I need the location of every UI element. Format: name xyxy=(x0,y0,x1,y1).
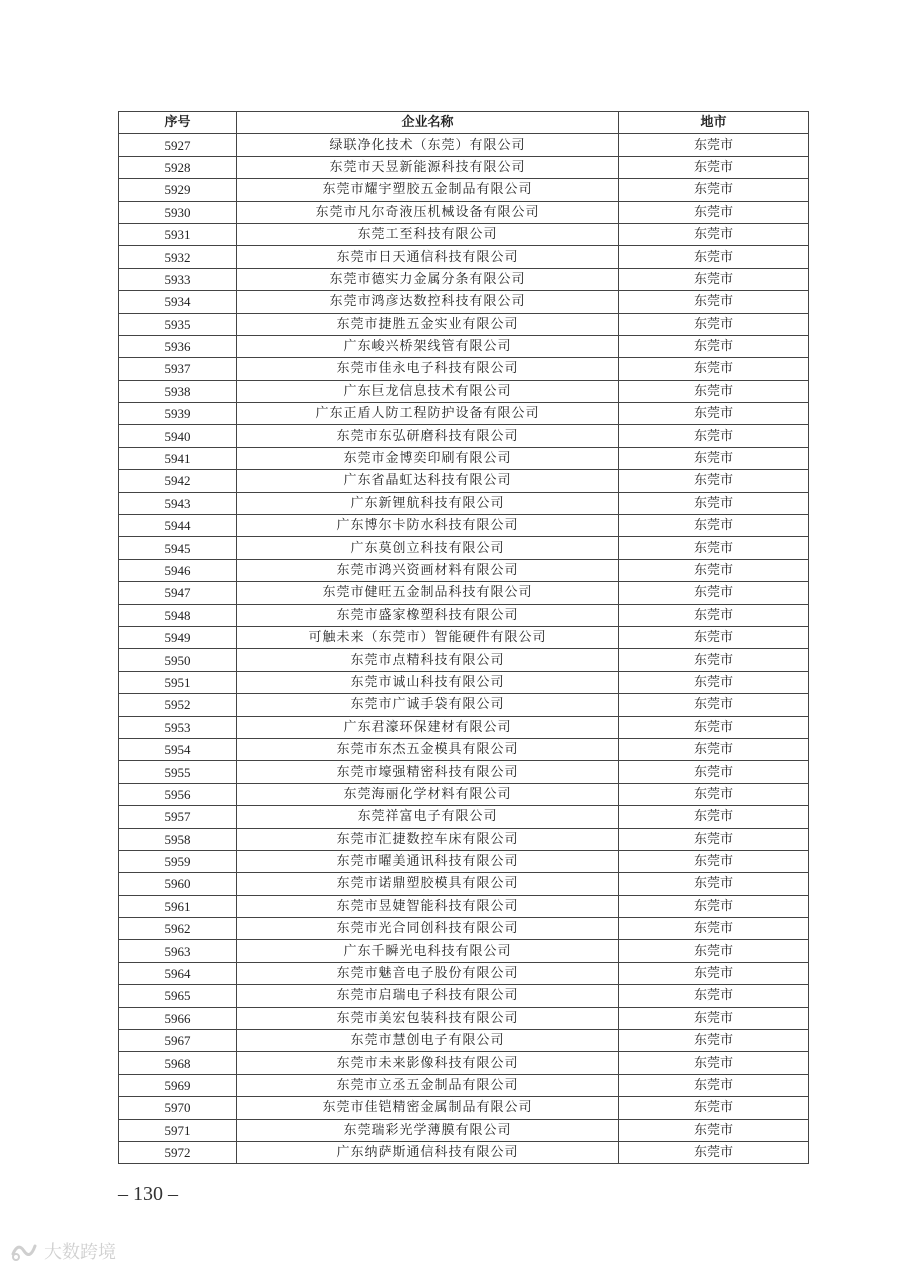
row-index: 5967 xyxy=(119,1030,237,1052)
row-company-name: 东莞市昱婕智能科技有限公司 xyxy=(237,895,619,917)
row-company-name: 广东省晶虹达科技有限公司 xyxy=(237,470,619,492)
table-row xyxy=(119,828,809,850)
row-company-name: 东莞工至科技有限公司 xyxy=(237,223,619,245)
table-row xyxy=(119,1030,809,1052)
row-company-name: 东莞市鸿彦达数控科技有限公司 xyxy=(237,291,619,313)
table-row xyxy=(119,268,809,290)
row-index: 5942 xyxy=(119,470,237,492)
row-company-name: 东莞市美宏包装科技有限公司 xyxy=(237,1007,619,1029)
row-city: 东莞市 xyxy=(619,156,809,178)
row-company-name: 东莞市慧创电子有限公司 xyxy=(237,1030,619,1052)
row-index: 5930 xyxy=(119,201,237,223)
row-city: 东莞市 xyxy=(619,201,809,223)
table-row xyxy=(119,649,809,671)
row-index: 5934 xyxy=(119,291,237,313)
row-index: 5969 xyxy=(119,1074,237,1096)
row-company-name: 东莞市光合同创科技有限公司 xyxy=(237,918,619,940)
row-company-name: 广东莫创立科技有限公司 xyxy=(237,537,619,559)
row-index: 5954 xyxy=(119,738,237,760)
row-company-name: 广东正盾人防工程防护设备有限公司 xyxy=(237,403,619,425)
row-index: 5937 xyxy=(119,358,237,380)
row-company-name: 东莞市立丞五金制品有限公司 xyxy=(237,1074,619,1096)
row-city: 东莞市 xyxy=(619,649,809,671)
row-company-name: 东莞市佳铠精密金属制品有限公司 xyxy=(237,1097,619,1119)
row-city: 东莞市 xyxy=(619,291,809,313)
table-row xyxy=(119,403,809,425)
table-row xyxy=(119,380,809,402)
row-city: 东莞市 xyxy=(619,492,809,514)
row-city: 东莞市 xyxy=(619,470,809,492)
table-row xyxy=(119,179,809,201)
table-row xyxy=(119,1141,809,1163)
row-index: 5972 xyxy=(119,1141,237,1163)
watermark-text: 大数跨境 xyxy=(44,1242,116,1263)
table-row xyxy=(119,201,809,223)
row-company-name: 东莞市汇捷数控车床有限公司 xyxy=(237,828,619,850)
row-company-name: 东莞市壕强精密科技有限公司 xyxy=(237,761,619,783)
row-city: 东莞市 xyxy=(619,738,809,760)
row-city: 东莞市 xyxy=(619,962,809,984)
row-company-name: 东莞市曜美通讯科技有限公司 xyxy=(237,850,619,872)
row-city: 东莞市 xyxy=(619,335,809,357)
row-company-name: 广东博尔卡防水科技有限公司 xyxy=(237,515,619,537)
row-index: 5956 xyxy=(119,783,237,805)
row-index: 5965 xyxy=(119,985,237,1007)
row-city: 东莞市 xyxy=(619,783,809,805)
brand-logo-icon xyxy=(10,1240,38,1262)
table-row xyxy=(119,313,809,335)
header-city: 地市 xyxy=(619,112,809,134)
row-index: 5958 xyxy=(119,828,237,850)
row-index: 5933 xyxy=(119,268,237,290)
row-city: 东莞市 xyxy=(619,604,809,626)
table-row xyxy=(119,134,809,156)
page-number: – 130 – xyxy=(118,1183,178,1205)
row-company-name: 广东千瞬光电科技有限公司 xyxy=(237,940,619,962)
watermark xyxy=(10,1238,116,1264)
row-index: 5950 xyxy=(119,649,237,671)
row-company-name: 可触未来（东莞市）智能硬件有限公司 xyxy=(237,626,619,648)
row-company-name: 东莞市启瑞电子科技有限公司 xyxy=(237,985,619,1007)
table-row xyxy=(119,515,809,537)
row-city: 东莞市 xyxy=(619,626,809,648)
row-index: 5959 xyxy=(119,850,237,872)
table-row xyxy=(119,806,809,828)
table-row xyxy=(119,246,809,268)
table-row xyxy=(119,962,809,984)
table-row xyxy=(119,582,809,604)
row-index: 5938 xyxy=(119,380,237,402)
row-city: 东莞市 xyxy=(619,694,809,716)
row-index: 5935 xyxy=(119,313,237,335)
row-company-name: 东莞市点精科技有限公司 xyxy=(237,649,619,671)
row-company-name: 东莞瑞彩光学薄膜有限公司 xyxy=(237,1119,619,1141)
row-index: 5931 xyxy=(119,223,237,245)
table-row xyxy=(119,470,809,492)
row-index: 5968 xyxy=(119,1052,237,1074)
row-company-name: 东莞市诺鼎塑胶模具有限公司 xyxy=(237,873,619,895)
row-city: 东莞市 xyxy=(619,223,809,245)
row-city: 东莞市 xyxy=(619,179,809,201)
row-city: 东莞市 xyxy=(619,828,809,850)
row-city: 东莞市 xyxy=(619,806,809,828)
row-city: 东莞市 xyxy=(619,716,809,738)
row-city: 东莞市 xyxy=(619,1097,809,1119)
row-city: 东莞市 xyxy=(619,380,809,402)
row-index: 5945 xyxy=(119,537,237,559)
row-company-name: 东莞市东弘研磨科技有限公司 xyxy=(237,425,619,447)
row-city: 东莞市 xyxy=(619,559,809,581)
table-row xyxy=(119,1052,809,1074)
row-company-name: 东莞市诚山科技有限公司 xyxy=(237,671,619,693)
row-company-name: 东莞市德实力金属分条有限公司 xyxy=(237,268,619,290)
row-company-name: 东莞市耀宇塑胶五金制品有限公司 xyxy=(237,179,619,201)
table-row xyxy=(119,492,809,514)
row-index: 5960 xyxy=(119,873,237,895)
table-row xyxy=(119,940,809,962)
row-company-name: 东莞市捷胜五金实业有限公司 xyxy=(237,313,619,335)
row-index: 5928 xyxy=(119,156,237,178)
row-city: 东莞市 xyxy=(619,313,809,335)
row-company-name: 东莞市盛家橡塑科技有限公司 xyxy=(237,604,619,626)
row-company-name: 广东君濠环保建材有限公司 xyxy=(237,716,619,738)
table-row xyxy=(119,783,809,805)
row-city: 东莞市 xyxy=(619,671,809,693)
table-row xyxy=(119,559,809,581)
row-index: 5971 xyxy=(119,1119,237,1141)
table-header-row xyxy=(119,112,809,134)
row-company-name: 东莞市佳永电子科技有限公司 xyxy=(237,358,619,380)
table-row xyxy=(119,335,809,357)
table-row xyxy=(119,223,809,245)
row-city: 东莞市 xyxy=(619,918,809,940)
row-city: 东莞市 xyxy=(619,1007,809,1029)
row-company-name: 东莞市健旺五金制品科技有限公司 xyxy=(237,582,619,604)
row-city: 东莞市 xyxy=(619,761,809,783)
row-company-name: 广东新锂航科技有限公司 xyxy=(237,492,619,514)
row-index: 5943 xyxy=(119,492,237,514)
row-index: 5970 xyxy=(119,1097,237,1119)
table-row xyxy=(119,447,809,469)
row-company-name: 东莞市鸿兴资画材料有限公司 xyxy=(237,559,619,581)
row-index: 5949 xyxy=(119,626,237,648)
row-city: 东莞市 xyxy=(619,850,809,872)
row-city: 东莞市 xyxy=(619,268,809,290)
row-index: 5929 xyxy=(119,179,237,201)
row-index: 5962 xyxy=(119,918,237,940)
table-row xyxy=(119,291,809,313)
table-row xyxy=(119,537,809,559)
table-row xyxy=(119,1119,809,1141)
row-index: 5944 xyxy=(119,515,237,537)
row-city: 东莞市 xyxy=(619,582,809,604)
table-row xyxy=(119,1074,809,1096)
table-row xyxy=(119,671,809,693)
row-city: 东莞市 xyxy=(619,1074,809,1096)
row-company-name: 绿联净化技术（东莞）有限公司 xyxy=(237,134,619,156)
row-index: 5948 xyxy=(119,604,237,626)
table-row xyxy=(119,156,809,178)
row-index: 5953 xyxy=(119,716,237,738)
row-index: 5963 xyxy=(119,940,237,962)
row-city: 东莞市 xyxy=(619,895,809,917)
row-city: 东莞市 xyxy=(619,940,809,962)
row-index: 5946 xyxy=(119,559,237,581)
row-index: 5952 xyxy=(119,694,237,716)
table-row xyxy=(119,425,809,447)
row-city: 东莞市 xyxy=(619,515,809,537)
row-index: 5955 xyxy=(119,761,237,783)
table-row xyxy=(119,918,809,940)
row-index: 5957 xyxy=(119,806,237,828)
row-index: 5941 xyxy=(119,447,237,469)
row-index: 5939 xyxy=(119,403,237,425)
row-company-name: 东莞市魅音电子股份有限公司 xyxy=(237,962,619,984)
table-row xyxy=(119,761,809,783)
row-city: 东莞市 xyxy=(619,134,809,156)
row-city: 东莞市 xyxy=(619,403,809,425)
row-city: 东莞市 xyxy=(619,1030,809,1052)
row-city: 东莞市 xyxy=(619,447,809,469)
row-index: 5947 xyxy=(119,582,237,604)
row-company-name: 东莞市凡尔奇液压机械设备有限公司 xyxy=(237,201,619,223)
row-company-name: 东莞祥富电子有限公司 xyxy=(237,806,619,828)
row-city: 东莞市 xyxy=(619,246,809,268)
table-row xyxy=(119,716,809,738)
row-city: 东莞市 xyxy=(619,985,809,1007)
row-city: 东莞市 xyxy=(619,1141,809,1163)
header-company-name: 企业名称 xyxy=(237,112,619,134)
row-index: 5961 xyxy=(119,895,237,917)
table-row xyxy=(119,873,809,895)
row-company-name: 广东峻兴桥架线管有限公司 xyxy=(237,335,619,357)
row-company-name: 东莞市天昱新能源科技有限公司 xyxy=(237,156,619,178)
row-city: 东莞市 xyxy=(619,1119,809,1141)
row-index: 5951 xyxy=(119,671,237,693)
row-index: 5936 xyxy=(119,335,237,357)
table-row xyxy=(119,1097,809,1119)
row-company-name: 广东巨龙信息技术有限公司 xyxy=(237,380,619,402)
row-company-name: 广东纳萨斯通信科技有限公司 xyxy=(237,1141,619,1163)
table-row xyxy=(119,626,809,648)
row-company-name: 东莞市未来影像科技有限公司 xyxy=(237,1052,619,1074)
row-index: 5966 xyxy=(119,1007,237,1029)
table-row xyxy=(119,358,809,380)
table-row xyxy=(119,985,809,1007)
row-city: 东莞市 xyxy=(619,425,809,447)
table-row xyxy=(119,895,809,917)
table-row xyxy=(119,850,809,872)
table-row xyxy=(119,738,809,760)
row-city: 东莞市 xyxy=(619,537,809,559)
row-index: 5940 xyxy=(119,425,237,447)
header-index: 序号 xyxy=(119,112,237,134)
row-company-name: 东莞海丽化学材料有限公司 xyxy=(237,783,619,805)
enterprise-table xyxy=(118,111,809,1164)
row-company-name: 东莞市日天通信科技有限公司 xyxy=(237,246,619,268)
row-company-name: 东莞市广诚手袋有限公司 xyxy=(237,694,619,716)
table-row xyxy=(119,1007,809,1029)
row-index: 5927 xyxy=(119,134,237,156)
row-company-name: 东莞市金博奕印刷有限公司 xyxy=(237,447,619,469)
row-index: 5964 xyxy=(119,962,237,984)
table-row xyxy=(119,694,809,716)
row-company-name: 东莞市东杰五金模具有限公司 xyxy=(237,738,619,760)
row-city: 东莞市 xyxy=(619,358,809,380)
table-body xyxy=(119,134,809,1164)
row-city: 东莞市 xyxy=(619,873,809,895)
table-row xyxy=(119,604,809,626)
row-index: 5932 xyxy=(119,246,237,268)
row-city: 东莞市 xyxy=(619,1052,809,1074)
